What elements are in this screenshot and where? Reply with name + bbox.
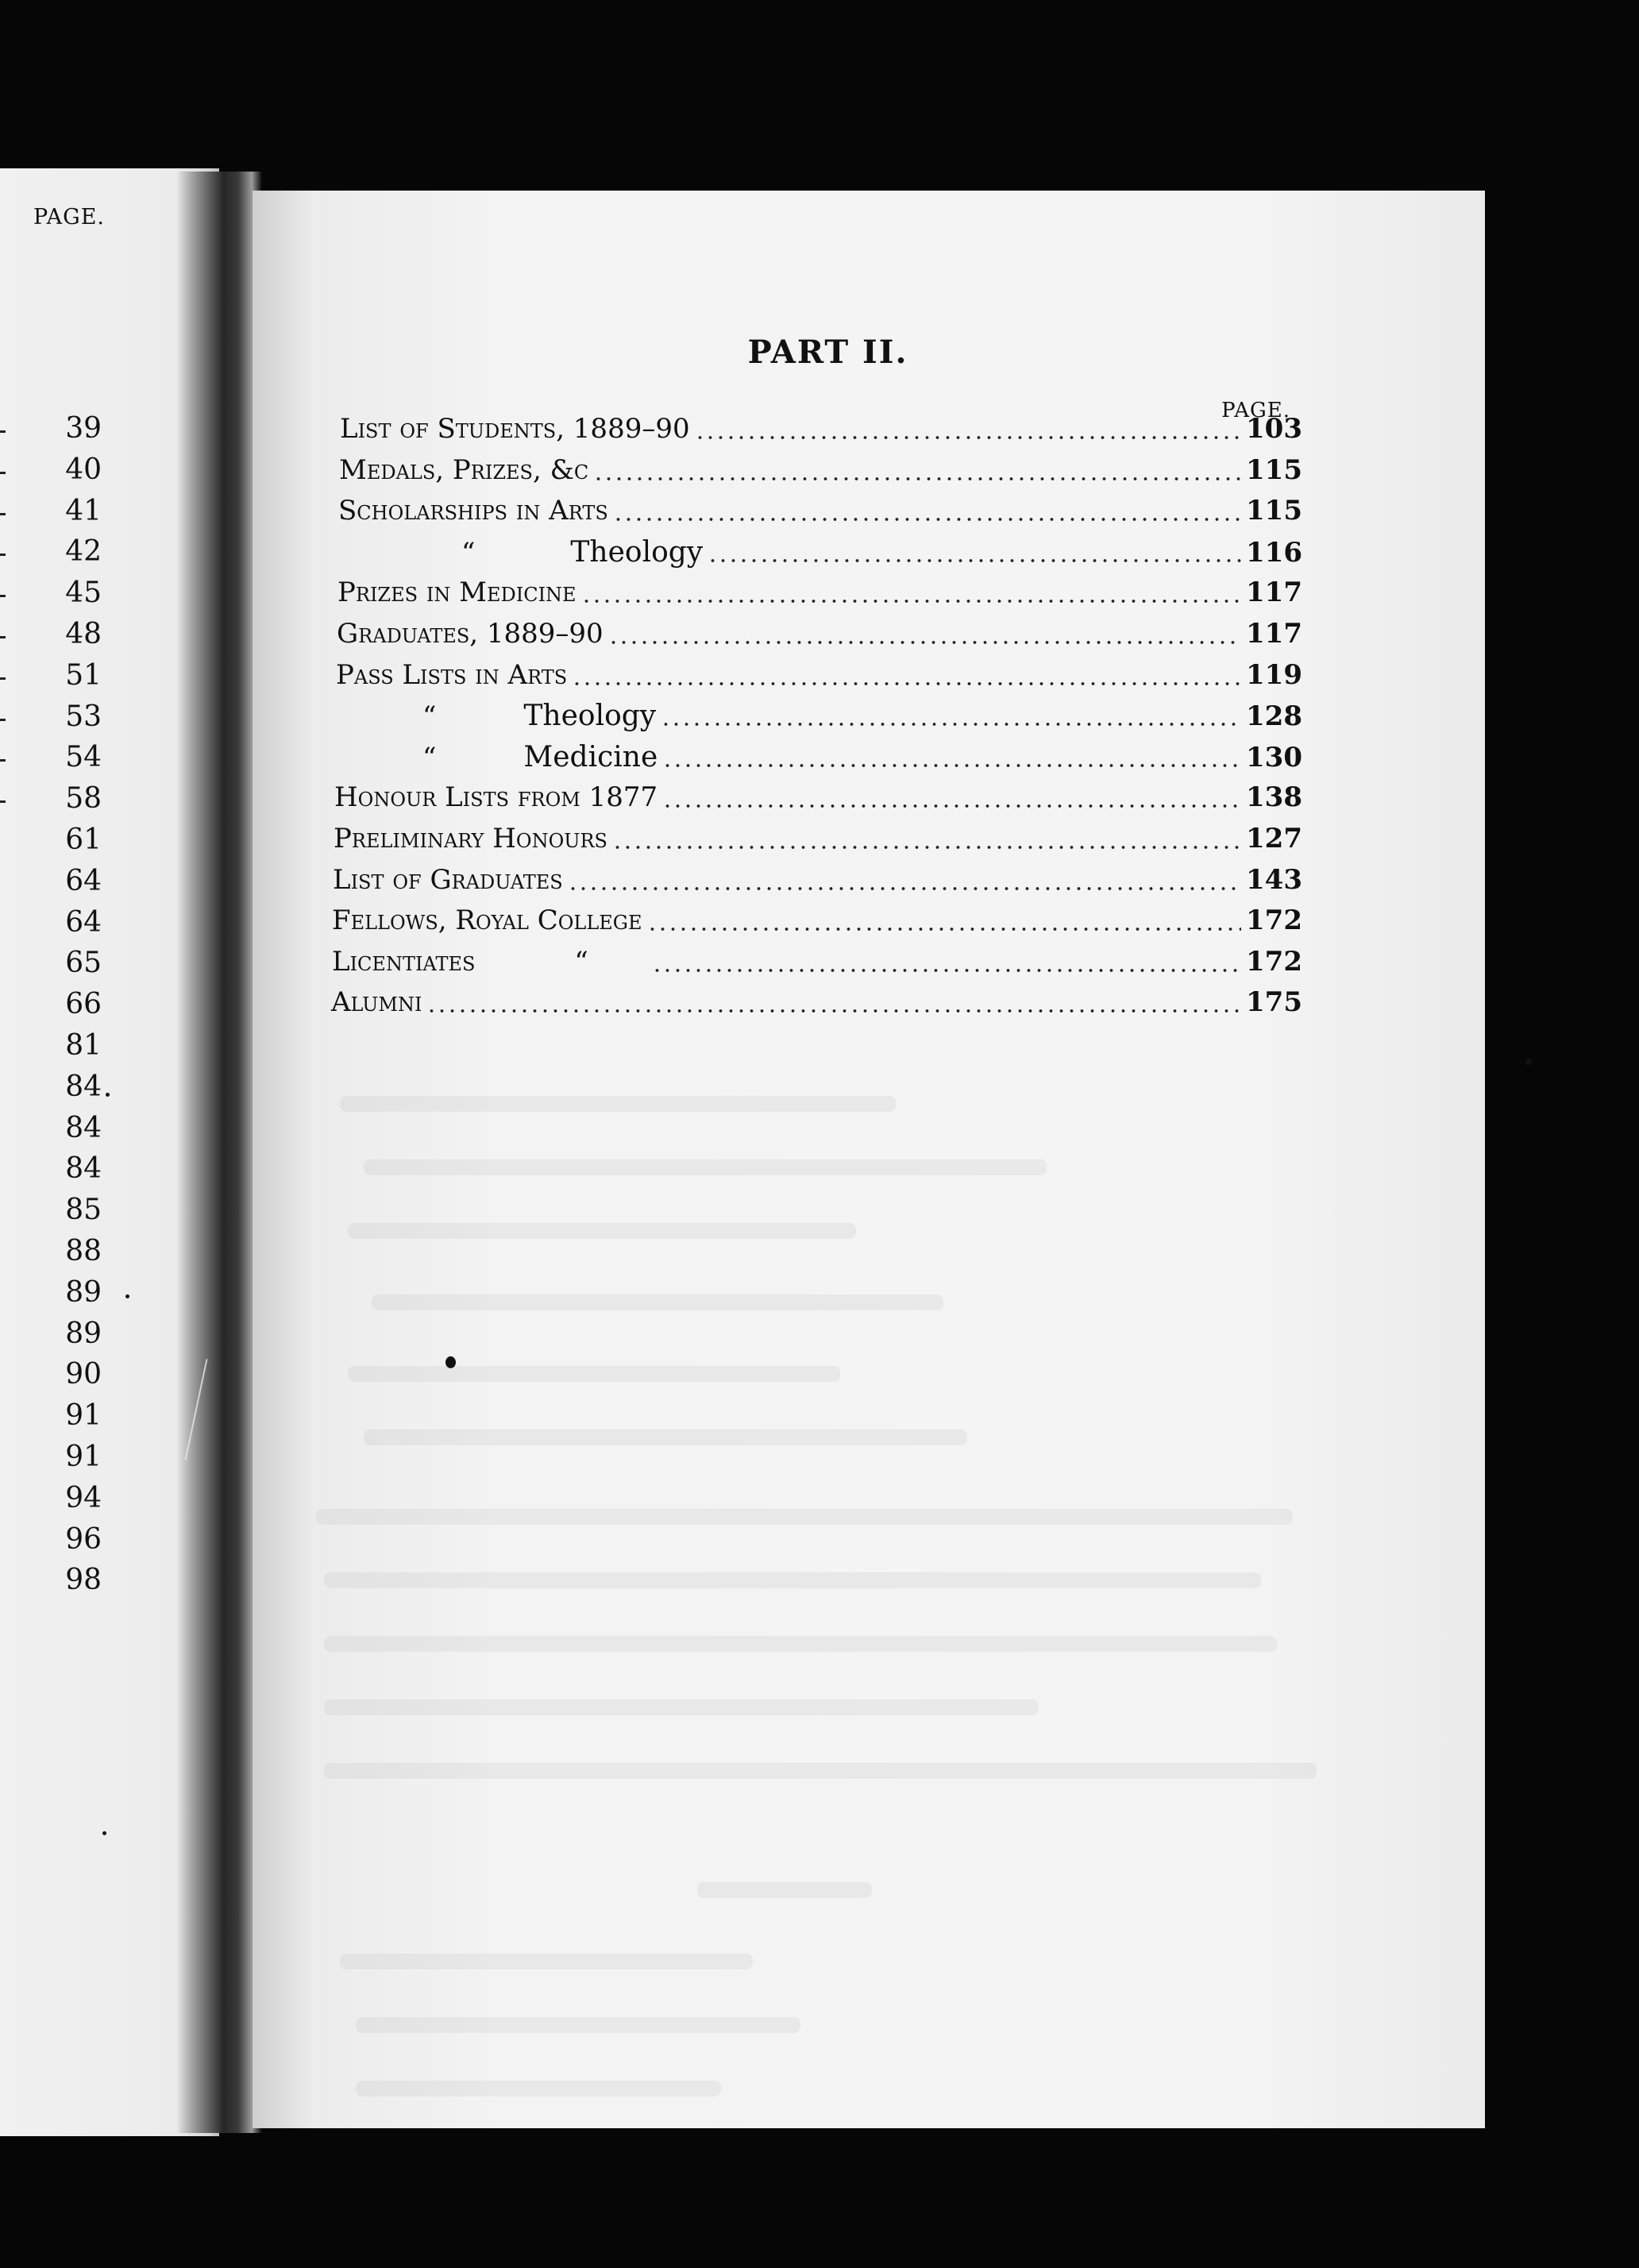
toc-entry-label	[331, 986, 422, 1018]
toc-page-number: 172	[1246, 946, 1302, 978]
toc-entry	[335, 700, 1302, 735]
left-page-number: 42	[65, 535, 102, 568]
toc-label-text: Scholarships in Arts	[338, 495, 608, 526]
leader-dots	[572, 681, 1241, 686]
leader-dots	[662, 763, 1241, 768]
bleed-through-line	[324, 1572, 1261, 1588]
toc-page-number: 117	[1246, 618, 1302, 650]
leader-dot-fragment	[0, 677, 6, 680]
leader-dots	[608, 640, 1241, 645]
leader-dots	[593, 476, 1241, 481]
leader-dot-fragment	[0, 430, 6, 433]
left-page-number: 96	[65, 1523, 102, 1556]
leader-dots	[708, 558, 1241, 563]
toc-label-text: Alumni	[331, 986, 422, 1018]
toc-entry-label	[333, 864, 563, 896]
toc-entry	[339, 454, 1302, 489]
toc-entry-label	[338, 536, 703, 569]
ink-speck	[106, 1093, 110, 1097]
bleed-through-line	[364, 1429, 967, 1445]
ink-speck	[445, 1356, 456, 1368]
toc-entry	[337, 577, 1302, 611]
left-page-number: 48	[65, 618, 102, 650]
left-page-number: 65	[65, 947, 102, 979]
toc-entry-label	[337, 618, 604, 650]
bleed-through-line	[348, 1223, 856, 1239]
toc-label-text: Licentiates	[332, 946, 476, 978]
left-page-number: 54	[65, 741, 102, 773]
bleed-through-line	[316, 1509, 1293, 1525]
leader-dot-fragment	[0, 472, 6, 474]
toc-page-number: 115	[1246, 495, 1302, 526]
leader-dots	[612, 845, 1241, 850]
book-spine-shadow	[176, 172, 262, 2133]
toc-entry	[336, 659, 1302, 694]
leader-dots	[661, 722, 1241, 727]
toc-label-text: Pass Lists in Arts	[336, 659, 568, 691]
toc-entry-label	[336, 659, 567, 691]
leader-dots	[426, 1009, 1241, 1013]
left-page-header: PAGE.	[33, 205, 105, 230]
toc-entry	[334, 781, 1302, 816]
leader-dot-fragment	[0, 554, 6, 556]
toc-label-text: Medicine	[523, 741, 658, 773]
toc-label-text: Theology	[523, 700, 657, 732]
toc-entry	[333, 864, 1302, 899]
left-page-number: 39	[65, 412, 102, 445]
toc-page-number: 175	[1246, 986, 1302, 1018]
toc-entry-label	[335, 741, 658, 773]
bleed-through-line	[324, 1699, 1039, 1715]
leader-dots	[613, 517, 1241, 522]
part-title: PART II.	[747, 334, 908, 371]
left-page-number: 84	[65, 1070, 102, 1103]
bleed-through-line	[340, 1096, 896, 1112]
left-page-number: 84	[65, 1112, 102, 1144]
left-page-number: 90	[65, 1358, 102, 1390]
bleed-through-line	[356, 2017, 800, 2033]
ditto-mark: “	[574, 946, 588, 978]
left-page-number: 89	[65, 1276, 102, 1309]
toc-entry-label	[334, 781, 658, 813]
toc-entry	[338, 495, 1302, 530]
toc-entry-label	[339, 454, 588, 486]
leader-dot-fragment	[0, 800, 6, 803]
toc-label-text: Graduates, 1889–90	[337, 618, 604, 650]
toc-page-number: 128	[1246, 700, 1302, 732]
leader-dot-fragment	[0, 513, 6, 515]
toc-label-text: List of Students, 1889–90	[340, 413, 690, 445]
toc-label-text: Preliminary Honours	[334, 823, 607, 854]
leader-dot-fragment	[0, 595, 6, 597]
bleed-through-line	[372, 1294, 943, 1310]
left-page-number: 85	[65, 1194, 102, 1226]
toc-label-text: Honour Lists from 1877	[334, 781, 658, 813]
left-page-number: 89	[65, 1317, 102, 1350]
toc-label-text: Prizes in Medicine	[337, 577, 577, 608]
left-page-number: 61	[65, 824, 102, 856]
ink-speck	[102, 1831, 106, 1835]
toc-entry-label	[332, 946, 588, 978]
left-page-number: 51	[65, 659, 102, 692]
leader-dot-fragment	[0, 719, 6, 721]
leader-dots	[652, 968, 1241, 973]
left-page-number: 84	[65, 1152, 102, 1185]
toc-page-number: 130	[1246, 742, 1302, 773]
toc-entry-label	[334, 823, 607, 854]
left-page-number: 94	[65, 1482, 102, 1514]
toc-entry-label	[340, 413, 690, 445]
toc-entry	[331, 986, 1302, 1021]
toc-entry	[332, 904, 1302, 939]
toc-entry	[334, 823, 1302, 858]
toc-page-number: 138	[1246, 781, 1302, 813]
ink-speck	[125, 1294, 129, 1298]
leader-dots	[568, 886, 1241, 891]
toc-label-text: Fellows, Royal College	[332, 904, 642, 936]
toc-page-number: 143	[1246, 864, 1302, 896]
leader-dot-fragment	[0, 636, 6, 638]
page-column-header: PAGE.	[1221, 399, 1290, 422]
ink-speck	[1525, 1059, 1532, 1065]
left-page-number: 58	[65, 782, 102, 815]
left-page-number: 40	[65, 453, 102, 486]
bleed-through-line	[364, 1159, 1047, 1175]
left-page-number: 91	[65, 1399, 102, 1432]
left-page-number: 64	[65, 906, 102, 939]
ditto-mark: “	[422, 742, 437, 773]
toc-label-text: List of Graduates	[333, 864, 563, 896]
toc-page-number: 103	[1246, 413, 1302, 445]
toc-label-text: Medals, Prizes, &c	[339, 454, 589, 486]
toc-entry	[340, 413, 1302, 448]
left-page-number: 66	[65, 988, 102, 1020]
left-page-number: 64	[65, 865, 102, 897]
ditto-mark: “	[422, 700, 437, 732]
toc-page-number: 127	[1246, 823, 1302, 854]
leader-dot-fragment	[0, 759, 6, 762]
left-page-number: 45	[65, 577, 102, 609]
toc-entry-label	[335, 700, 656, 732]
bleed-through-line	[697, 1882, 872, 1898]
leader-dots	[647, 927, 1242, 932]
toc-page-number: 116	[1246, 537, 1302, 569]
bleed-through-line	[324, 1636, 1277, 1652]
leader-dots	[662, 804, 1241, 808]
bleed-through-line	[324, 1763, 1317, 1779]
ditto-mark: “	[461, 537, 476, 569]
left-page-number: 88	[65, 1235, 102, 1267]
left-page-number: 41	[65, 495, 102, 527]
left-page-number: 53	[65, 700, 102, 733]
toc-page-number: 117	[1246, 577, 1302, 608]
toc-entry	[332, 946, 1302, 981]
bleed-through-line	[356, 2081, 721, 2096]
toc-page-number: 115	[1246, 454, 1302, 486]
left-page-number: 98	[65, 1564, 102, 1596]
left-page-number: 81	[65, 1029, 102, 1062]
toc-page-number: 119	[1246, 659, 1302, 691]
toc-label-text: Theology	[570, 536, 704, 569]
toc-page-number: 172	[1246, 904, 1302, 936]
bleed-through-line	[348, 1366, 840, 1382]
toc-entry-label	[338, 495, 608, 526]
left-page-number: 91	[65, 1441, 102, 1473]
toc-entry	[337, 618, 1302, 653]
toc-entry	[335, 741, 1302, 776]
leader-dots	[695, 435, 1241, 440]
leader-dots	[581, 599, 1241, 604]
toc-entry	[338, 536, 1302, 571]
toc-entry-label	[332, 904, 642, 936]
bleed-through-line	[340, 1954, 753, 1969]
toc-entry-label	[337, 577, 577, 608]
